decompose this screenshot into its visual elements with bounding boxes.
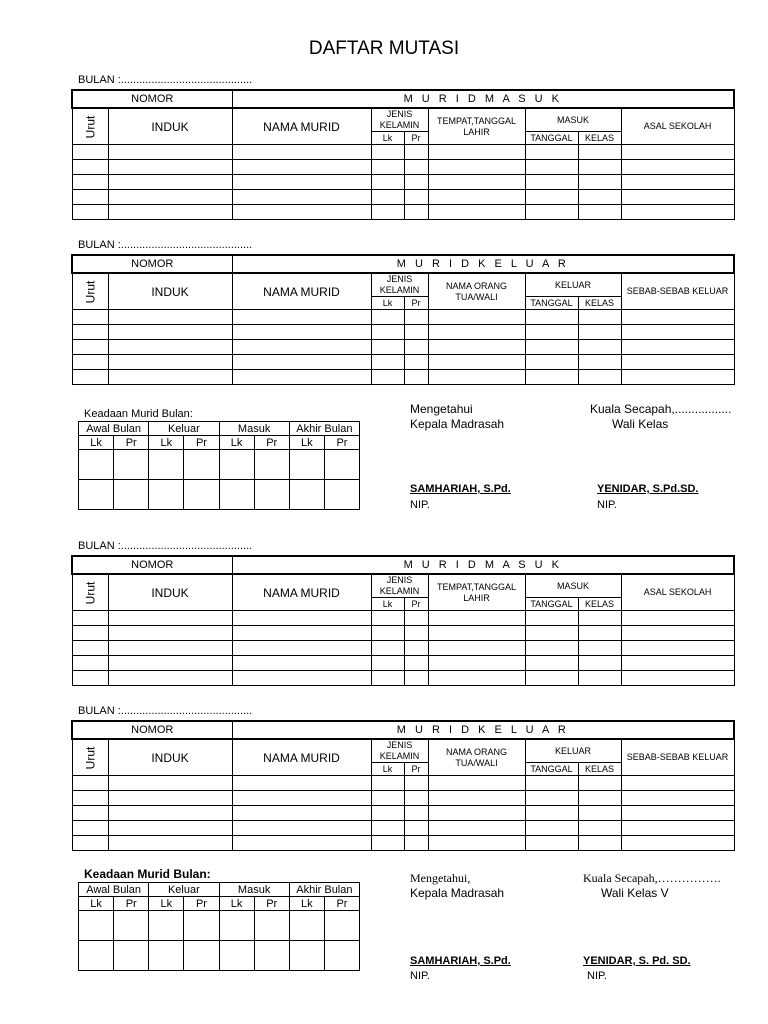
sebab-keluar-header: SEBAB-SEBAB KELUAR [621, 273, 734, 310]
pr-header: Pr [404, 132, 428, 145]
nama-murid-header: NAMA MURID [232, 739, 371, 776]
asal-sekolah-header: ASAL SEKOLAH [621, 574, 734, 611]
lk-header: Lk [289, 436, 324, 450]
keluar-header: Keluar [149, 422, 219, 436]
bulan-label: BULAN :........................................... [78, 74, 253, 86]
urut-header: Urut [72, 739, 108, 776]
table-row [72, 160, 734, 175]
lk-header: Lk [289, 897, 324, 911]
table-row [79, 911, 360, 941]
keadaan-label: Keadaan Murid Bulan: [84, 408, 193, 420]
kelas-header: KELAS [578, 132, 621, 145]
tanggal-header: TANGGAL [525, 598, 578, 611]
table-row [72, 671, 734, 686]
lk-header: Lk [371, 598, 404, 611]
murid-masuk-table [71, 89, 735, 220]
urut-header: Urut [72, 273, 108, 310]
lk-header: Lk [371, 132, 404, 145]
lk-header: Lk [371, 297, 404, 310]
masuk-header: Masuk [219, 883, 289, 897]
table-row [72, 806, 734, 821]
murid-masuk-table [71, 555, 735, 686]
nomor-header: NOMOR [72, 255, 232, 273]
kuala-secapah-text: Kuala Secapah,……………. [583, 871, 721, 885]
murid-keluar-table [71, 720, 735, 851]
table-row [72, 370, 734, 385]
table-row [72, 340, 734, 355]
table-row [79, 450, 360, 480]
section-header: M U R I D K E L U A R [232, 255, 734, 273]
table-row [72, 175, 734, 190]
nama-ortu-header: NAMA ORANG TUA/WALI [428, 739, 525, 776]
page-title: DAFTAR MUTASI [308, 38, 460, 59]
table-row [72, 325, 734, 340]
murid-keluar-table [71, 254, 735, 385]
pr-header: Pr [254, 436, 289, 450]
nama-murid-header: NAMA MURID [232, 273, 371, 310]
masuk-header: MASUK [525, 108, 621, 132]
pr-header: Pr [114, 436, 149, 450]
lk-header: Lk [219, 897, 254, 911]
nip-right: NIP. [597, 499, 617, 511]
nama-murid-header: NAMA MURID [232, 108, 371, 145]
keluar-header: KELUAR [525, 739, 621, 763]
kelas-header: KELAS [578, 763, 621, 776]
kepala-name: SAMHARIAH, S.Pd. [410, 955, 511, 967]
table-row [72, 611, 734, 626]
table-row [72, 791, 734, 806]
nama-murid-header: NAMA MURID [232, 574, 371, 611]
table-row [72, 190, 734, 205]
bulan-label: BULAN :........................................... [78, 540, 253, 552]
nomor-header: NOMOR [72, 556, 232, 574]
table-row [72, 355, 734, 370]
pr-header: Pr [404, 297, 428, 310]
asal-sekolah-header: ASAL SEKOLAH [621, 108, 734, 145]
mengetahui-text: Mengetahui [410, 402, 473, 416]
jenis-kelamin-header: JENIS KELAMIN [371, 273, 428, 297]
table-row [79, 941, 360, 971]
pr-header: Pr [324, 897, 359, 911]
urut-header: Urut [72, 108, 108, 145]
section-header: M U R I D M A S U K [232, 556, 734, 574]
kepala-madrasah-text: Kepala Madrasah [410, 417, 505, 431]
lk-header: Lk [149, 897, 184, 911]
akhir-bulan-header: Akhir Bulan [289, 422, 359, 436]
pr-header: Pr [324, 436, 359, 450]
induk-header: INDUK [108, 574, 232, 611]
kepala-name: SAMHARIAH, S.Pd. [410, 483, 511, 495]
induk-header: INDUK [108, 273, 232, 310]
jenis-kelamin-header: JENIS KELAMIN [371, 574, 428, 598]
sebab-keluar-header: SEBAB-SEBAB KELUAR [621, 739, 734, 776]
kelas-header: KELAS [578, 598, 621, 611]
section-header: M U R I D M A S U K [232, 90, 734, 108]
wali-kelas-name: YENIDAR, S. Pd. SD. [583, 955, 691, 967]
kuala-secapah-text: Kuala Secapah,................. [590, 402, 732, 416]
awal-bulan-header: Awal Bulan [79, 883, 149, 897]
jenis-kelamin-header: JENIS KELAMIN [371, 739, 428, 763]
keadaan-table [78, 882, 360, 971]
table-row [72, 821, 734, 836]
lk-header: Lk [79, 436, 114, 450]
nip-left: NIP. [410, 970, 430, 982]
nomor-header: NOMOR [72, 90, 232, 108]
wali-kelas-text: Wali Kelas [612, 417, 669, 431]
table-row [72, 145, 734, 160]
kepala-madrasah-text: Kepala Madrasah [410, 886, 505, 900]
table-row [72, 836, 734, 851]
table-row [72, 656, 734, 671]
ttl-header: TEMPAT,TANGGAL LAHIR [428, 108, 525, 145]
table-row [79, 480, 360, 510]
table-row [72, 776, 734, 791]
table-row [72, 626, 734, 641]
pr-header: Pr [404, 598, 428, 611]
pr-header: Pr [114, 897, 149, 911]
nip-left: NIP. [410, 499, 430, 511]
induk-header: INDUK [108, 108, 232, 145]
keadaan-label: Keadaan Murid Bulan: [84, 867, 211, 881]
lk-header: Lk [149, 436, 184, 450]
pr-header: Pr [184, 897, 219, 911]
ttl-header: TEMPAT,TANGGAL LAHIR [428, 574, 525, 611]
table-row [72, 310, 734, 325]
lk-header: Lk [219, 436, 254, 450]
tanggal-header: TANGGAL [525, 763, 578, 776]
section-header: M U R I D K E L U A R [232, 721, 734, 739]
keluar-header: KELUAR [525, 273, 621, 297]
akhir-bulan-header: Akhir Bulan [289, 883, 359, 897]
lk-header: Lk [79, 897, 114, 911]
urut-header: Urut [72, 574, 108, 611]
masuk-header: Masuk [219, 422, 289, 436]
table-row [72, 641, 734, 656]
wali-kelas-name: YENIDAR, S.Pd.SD. [597, 483, 699, 495]
awal-bulan-header: Awal Bulan [79, 422, 149, 436]
nama-ortu-header: NAMA ORANG TUA/WALI [428, 273, 525, 310]
induk-header: INDUK [108, 739, 232, 776]
nomor-header: NOMOR [72, 721, 232, 739]
jenis-kelamin-header: JENIS KELAMIN [371, 108, 428, 132]
kelas-header: KELAS [578, 297, 621, 310]
table-row [72, 205, 734, 220]
keluar-header: Keluar [149, 883, 219, 897]
tanggal-header: TANGGAL [525, 132, 578, 145]
pr-header: Pr [254, 897, 289, 911]
lk-header: Lk [371, 763, 404, 776]
bulan-label: BULAN :........................................... [78, 705, 253, 717]
mengetahui-text: Mengetahui, [410, 871, 471, 885]
pr-header: Pr [184, 436, 219, 450]
pr-header: Pr [404, 763, 428, 776]
keadaan-table [78, 421, 360, 510]
wali-kelas-text: Wali Kelas V [601, 886, 669, 900]
masuk-header: MASUK [525, 574, 621, 598]
nip-right: NIP. [587, 970, 607, 982]
tanggal-header: TANGGAL [525, 297, 578, 310]
bulan-label: BULAN :........................................... [78, 239, 253, 251]
